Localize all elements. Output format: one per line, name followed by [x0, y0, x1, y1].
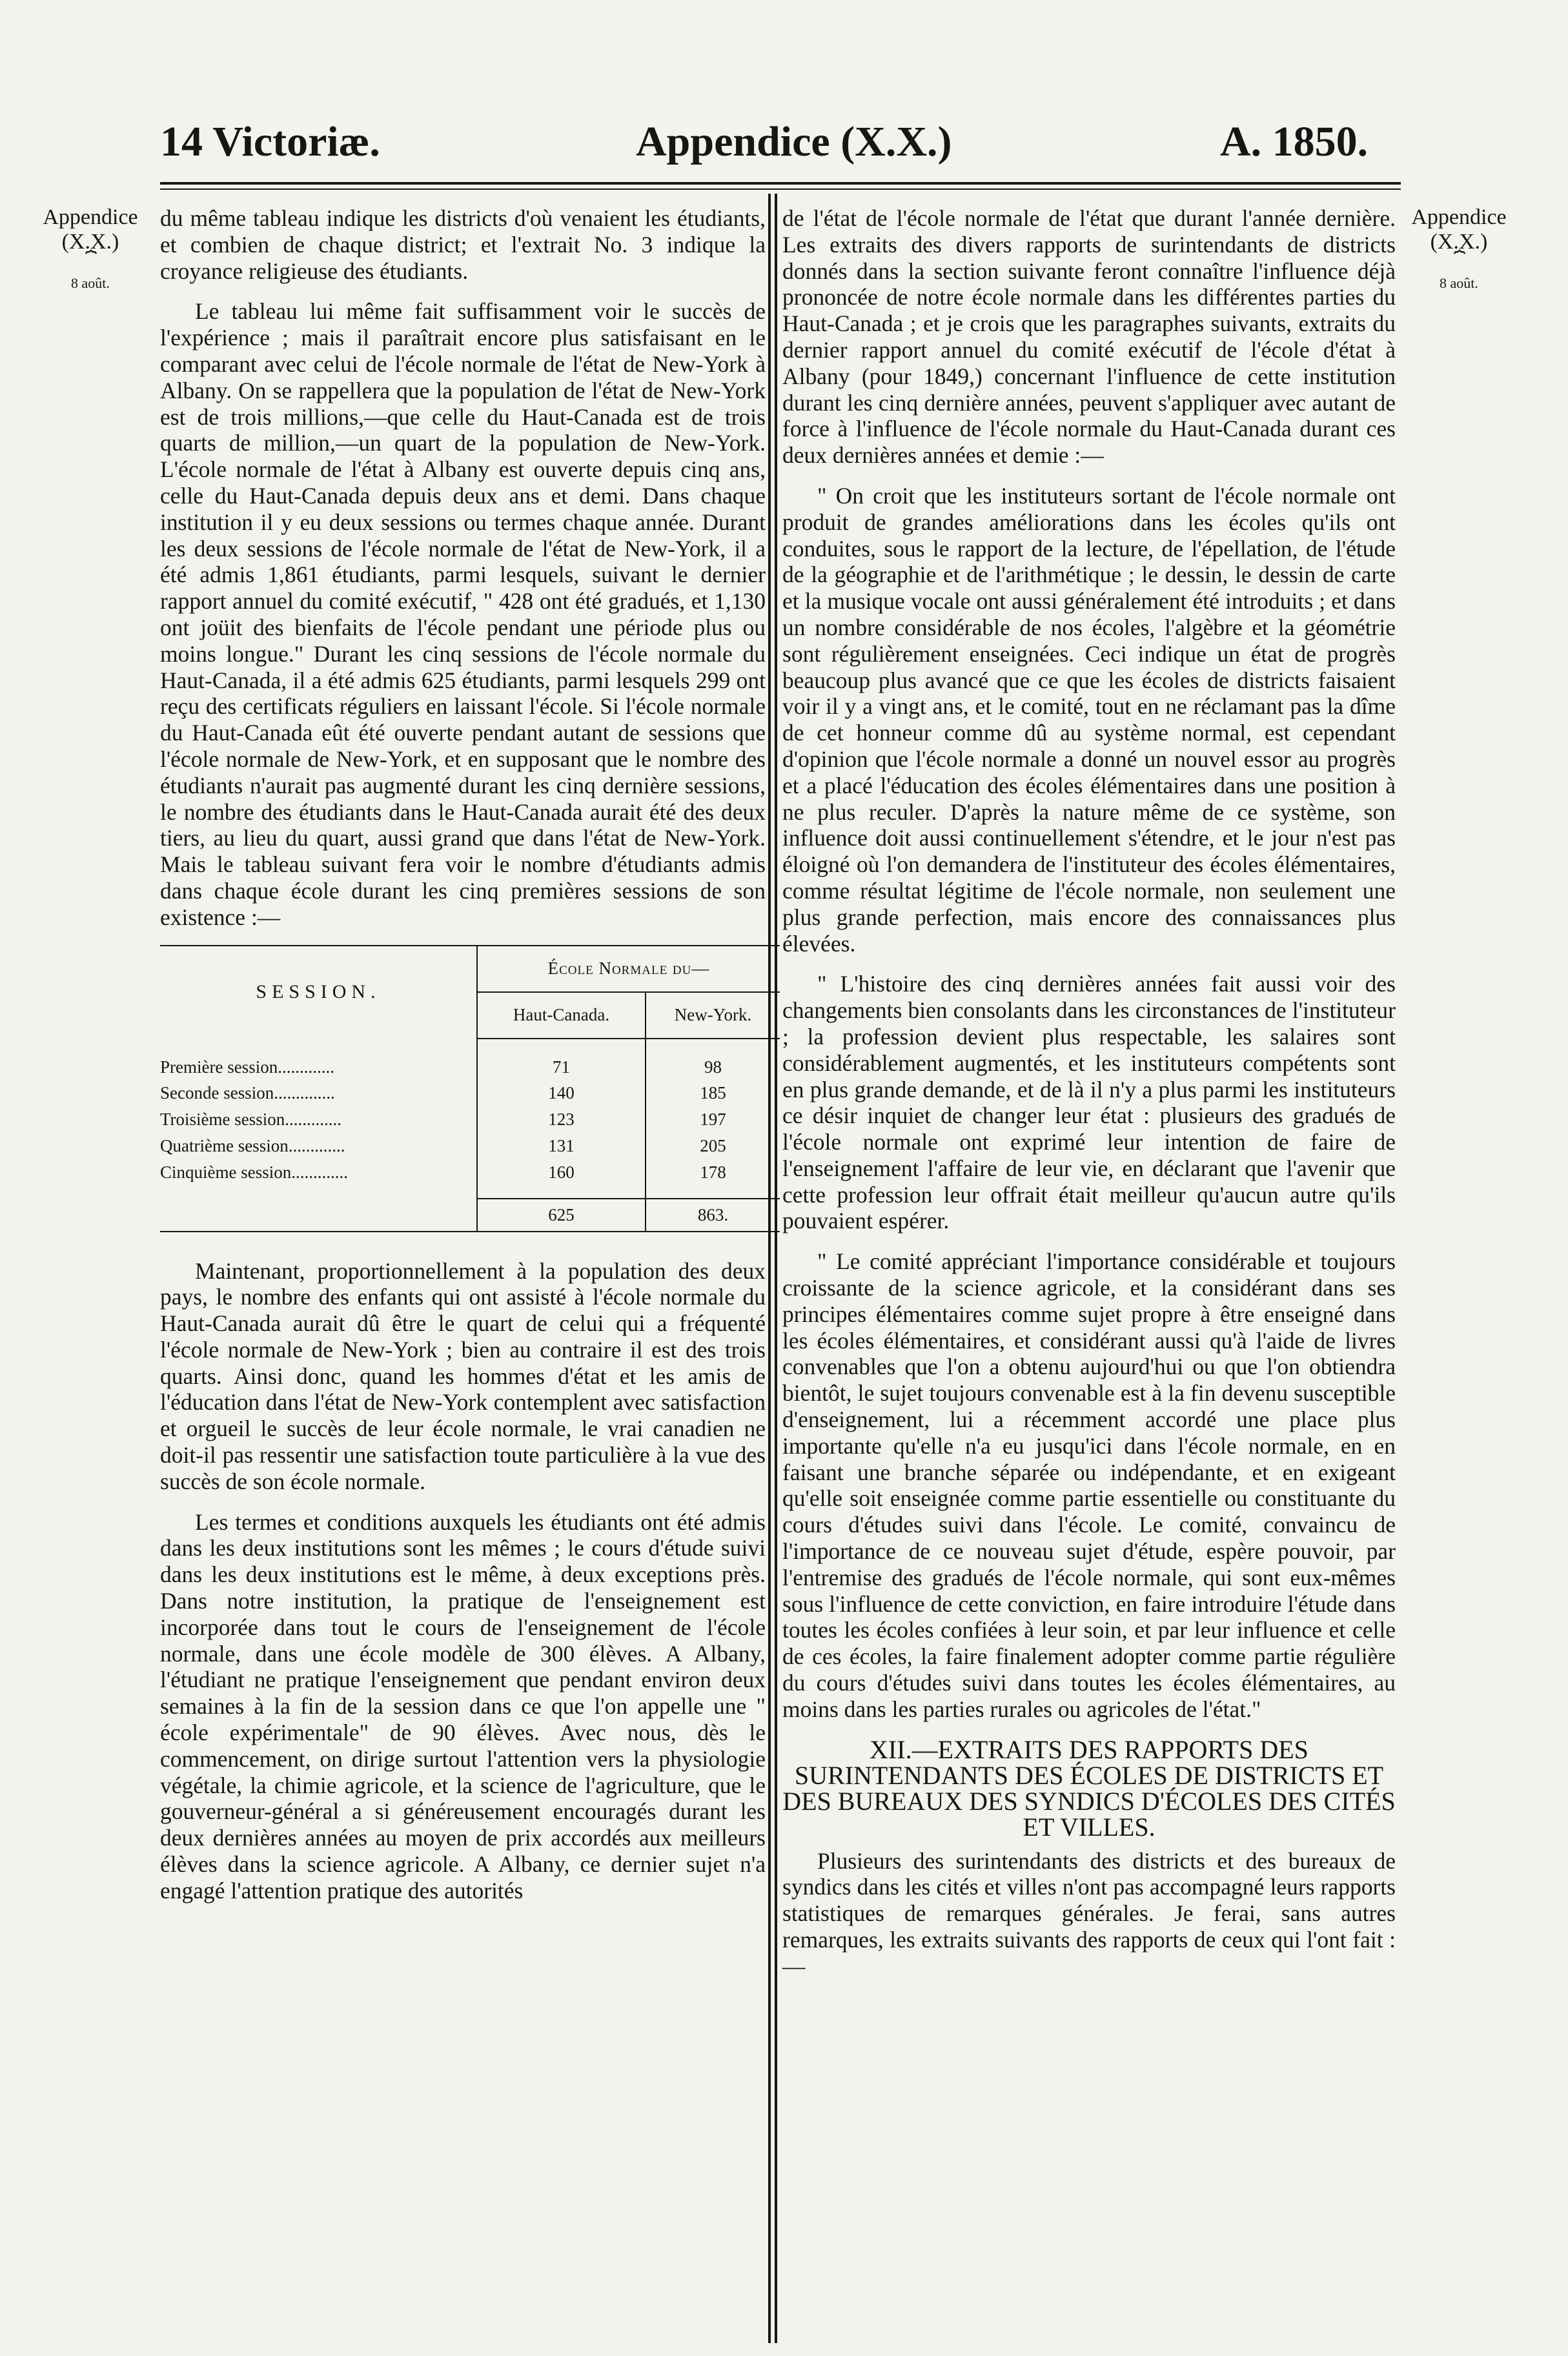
paragraph: " L'histoire des cinq dernières années fait aussi voir des changements bien consolants dans les circonstances de l'instituteur ; la profession devient plus respectable, les salaires sont considérablement augmentés, et les instituteurs compétents sont en plus grande demande, et de là il n'y a plus parmi les instituteurs ce désir inquiet de changer leur état : plusieurs des gradués de l'école normale ont exprimé leur intention de faire de l'enseignement l'affaire de leur vie, en déclarant que l'avenir que cette profession leur offrait était meilleur qu'aucun autre qu'ils pouvaient espérer.: [782, 971, 1396, 1234]
cell-hc: 131: [477, 1133, 646, 1159]
row-label: Quatrième session: [160, 1135, 289, 1155]
table-session-header: SESSION.: [160, 946, 477, 1039]
table-total-row: [160, 1199, 780, 1232]
cell-hc: 140: [477, 1080, 646, 1106]
paragraph: " On croit que les instituteurs sortant de l'école normale ont produit de grandes améliorations dans les écoles qu'ils ont conduites, sous le rapport de la lecture, de l'épellation, de l'étude de la géographie et de l'arithmétique ; le dessin, le dessin de carte et la musique vocale ont aussi généralement été introduits ; et dans un nombre considérable de nos écoles, l'algèbre et la géométrie sont régulièrement enseignées. Ceci indique un état de progrès beaucoup plus avancé que ce que les écoles de districts faisaient voir il y a vingt ans, et le comité, tout en ne réclamant pas la dîme de cet honneur comme dû au système normal, est cependant d'opinion que l'école normale a donné un nouvel essor au progrès et a placé l'éducation des écoles élémentaires dans une position à ne plus reculer. D'après la nature même de ce système, son influence doit aussi continuellement s'étendre, et le jour n'est pas éloigné où l'on demandera de l'instituteur des écoles élémentaires, comme résultat légitime de l'école normale, non seulement une plus grande perfection, mais encore des connaissances plus élevées.: [782, 482, 1396, 957]
table-row: Première session............. 71 98: [160, 1054, 780, 1081]
paragraph: Maintenant, proportionnellement à la population des deux pays, le nombre des enfants qui ont assisté à l'école normale du Haut-Canada aurait dû être le quart de celui qui a fréquenté l'école normale de New-York ; bien au contraire il est des trois quarts. Ainsi donc, quand les hommes d'état et les amis de l'éducation dans l'état de New-York contemplent avec satisfaction et orgueil le succès de leur école normale, le vrai canadien ne doit-il pas ressentir une satisfaction toute particulière à la vue des succès de son école normale.: [160, 1257, 766, 1494]
table-group-header: École Normale du—: [477, 946, 780, 992]
margin-appendice: Appendice: [43, 205, 138, 229]
cell-hc: 71: [477, 1054, 646, 1081]
session-table: [160, 945, 780, 1232]
row-label: Troisième session: [160, 1110, 285, 1130]
table-row: Quatrième session............. 131 205: [160, 1133, 780, 1159]
column-divider-left: [768, 194, 771, 2343]
table-row: Cinquième session............. 160 178: [160, 1159, 780, 1186]
section-heading: XII.—EXTRAITS DES RAPPORTS DES SURINTENDANTS DES ÉCOLES DE DISTRICTS ET DES BUREAUX DES SYNDICS D'ÉCOLES DES CITÉS ET VILLES.: [782, 1734, 1396, 1842]
header-rule-thin: [160, 188, 1401, 190]
margin-xx: (X.X.): [61, 230, 119, 254]
total-ny: 863.: [697, 1204, 729, 1224]
margin-note-left: [26, 205, 155, 296]
margin-brace: ⏞: [1454, 250, 1464, 272]
paragraph: de l'état de l'école normale de l'état que durant l'année dernière. Les extraits des divers rapports de surintendants de districts donnés dans la section suivante feront connaître l'influence déjà prononcée de notre école normale dans les différentes parties du Haut-Canada ; et je crois que les paragraphes suivants, extraits du dernier rapport annuel du comité exécutif de l'école d'état à Albany (pour 1849,) concernant l'influence de cette institution durant les cinq dernière années, peuvent s'appliquer avec autant de force à l'influence de l'école normale du Haut-Canada durant ces deux dernières années et demie :—: [782, 205, 1396, 469]
row-label: Seconde session: [160, 1083, 274, 1103]
total-hc: 625: [477, 1199, 646, 1232]
margin-brace: ⏞: [85, 250, 96, 272]
margin-note-right: [1394, 205, 1523, 296]
left-column: [160, 205, 766, 1918]
row-label: Cinquième session: [160, 1162, 292, 1182]
header-rule-thick: [160, 182, 1401, 185]
header-center: Appendice (X.X.): [636, 118, 952, 165]
margin-date: 8 août.: [1440, 275, 1478, 291]
table-col-new-york: New-York.: [646, 992, 780, 1039]
right-column: [782, 205, 1396, 1994]
table-row: Troisième session............. 123 197: [160, 1106, 780, 1133]
table-col-haut-canada: Haut-Canada.: [477, 992, 646, 1039]
cell-ny: 185: [700, 1083, 726, 1103]
cell-hc: 123: [477, 1106, 646, 1133]
cell-ny: 178: [700, 1162, 726, 1182]
paragraph: Plusieurs des surintendants des districts et des bureaux de syndics dans les cités et villes n'ont pas accompagné leurs rapports statistiques de remarques générales. Je ferai, sans autres remarques, les extraits suivants des rapports de ceux qui l'ont fait :—: [782, 1847, 1396, 1979]
margin-date: 8 août.: [71, 275, 110, 291]
cell-ny: 197: [700, 1110, 726, 1130]
table-row: Seconde session.............. 140 185: [160, 1080, 780, 1106]
paragraph: du même tableau indique les districts d'où venaient les étudiants, et combien de chaque district; et l'extrait No. 3 indique la croyance religieuse des étudiants.: [160, 205, 766, 284]
cell-ny: 205: [700, 1135, 726, 1155]
header-left: 14 Victoriæ.: [160, 118, 380, 165]
cell-ny: 98: [704, 1057, 722, 1077]
margin-appendice: Appendice: [1411, 205, 1507, 229]
paragraph: Le tableau lui même fait suffisamment voir le succès de l'expérience ; mais il paraîtrait encore plus satisfaisant en le comparant avec celui de l'école normale de l'état de New-York à Albany. On se rappellera que la population de l'état de New-York est de trois millions,—que celle du Haut-Canada est de trois quarts de million,—un quart de la population de New-York. L'école normale de l'état à Albany est ouverte depuis cinq ans, celle du Haut-Canada depuis deux ans et demi. Dans chaque institution il y eu deux sessions ou termes chaque année. Durant les deux sessions de l'école normale de l'état de New-York, il a été admis 1,861 étudiants, parmi lesquels, suivant le dernier rapport annuel du comité exécutif, " 428 ont été gradués, et 1,130 ont joüit des bienfaits de l'école pendant une période plus ou moins longue." Durant les cinq sessions de l'école normale du Haut-Canada, il a été admis 625 étudiants, parmi lesquels 299 ont reçu des certificats réguliers en laissant l'école. Si l'école normale du Haut-Canada eût été ouverte pendant autant de sessions que l'école normale de New-York, et en supposant que le nombre des étudiants n'aurait pas augmenté durant les cinq dernière sessions, le nombre des étudiants dans le Haut-Canada aurait été des deux tiers, au lieu du quart, aussi grand que dans l'état de New-York. Mais le tableau suivant fera voir le nombre d'étudiants admis dans chaque école durant les cinq premières sessions de son existence :—: [160, 298, 766, 930]
paragraph: Les termes et conditions auxquels les étudiants ont été admis dans les deux institutions sont les mêmes ; le cours d'étude suivi dans les deux institutions est le même, à deux exceptions près. Dans notre institution, la pratique de l'enseignement est incorporée dans tout le cours de l'enseignement de l'école normale, dans une école modèle de 300 élèves. A Albany, l'étudiant ne pratique l'enseignement que pendant environ deux semaines à la fin de la session dans ce que l'on appelle une " école expérimentale" de 90 élèves. Avec nous, dès le commencement, on dirige surtout l'attention vers la physiologie végétale, la chimie agricole, et la science de l'agriculture, que le gouverneur-général a si généreusement encouragés durant les deux dernières années au moyen de prix accordés aux meilleurs élèves dans la science agricole. A Albany, ce dernier sujet n'a engagé l'attention pratique des autorités: [160, 1508, 766, 1904]
margin-xx: (X.X.): [1430, 230, 1488, 254]
header-right: A. 1850.: [1220, 118, 1369, 165]
row-label: Première session: [160, 1057, 278, 1077]
paragraph: " Le comité appréciant l'importance considérable et toujours croissante de la science agricole, et la considérant dans ses principes élémentaires comme sujet propre à être enseigné dans les écoles élémentaires, et considérant aussi qu'à l'aide de livres convenables que l'on a obtenu aujourd'hui ou que l'on obtiendra bientôt, le sujet toujours convenable est à la fin devenu susceptible d'enseignement, lui a récemment accordé une place plus importante qu'elle n'a eu jusqu'ici dans l'école normale, en en faisant une branche séparée ou indépendante, et en exigeant qu'elle soit enseignée comme partie essentielle ou constituante du cours d'études suivi dans l'école. Le comité, convaincu de l'importance de ce nouveau sujet d'étude, espère pouvoir, par l'entremise des gradués de l'école normale, qui sont eux-mêmes sous l'influence de cette conviction, en faire introduire l'étude dans toutes les écoles confiées à leur soin, et par leur influence et celle de ces écoles, la faire finalement adopter comme partie régulière du cours d'études suivi dans toutes les écoles élémentaires, au moins dans les parties rurales ou agricoles de l'état.": [782, 1248, 1396, 1722]
column-divider-right: [775, 194, 777, 2343]
cell-hc: 160: [477, 1159, 646, 1186]
